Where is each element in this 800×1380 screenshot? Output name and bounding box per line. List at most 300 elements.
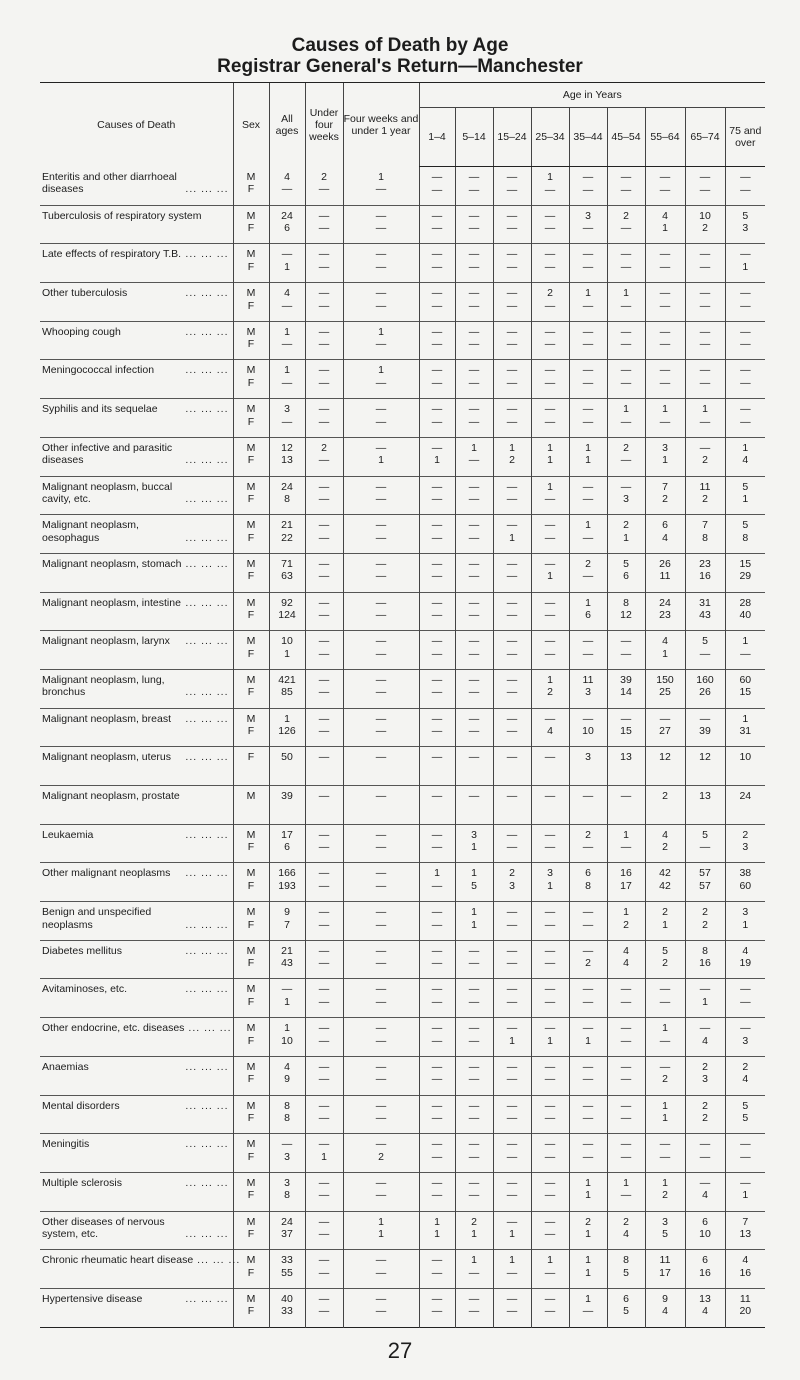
count-value: — <box>318 635 330 648</box>
count-cell <box>343 167 419 206</box>
table-row <box>40 1018 765 1057</box>
count-value: — <box>431 1305 443 1318</box>
count-value: — <box>506 480 518 493</box>
count-value: 4 <box>284 1060 290 1073</box>
count-value: — <box>544 647 556 660</box>
count-cell <box>607 244 645 283</box>
count-cell <box>343 244 419 283</box>
leader-dots: ... ... ... <box>185 183 229 195</box>
count-value: 2 <box>471 1215 477 1228</box>
count-value: 1 <box>585 1176 591 1189</box>
count-value: — <box>659 171 671 183</box>
count-value: — <box>375 1266 387 1279</box>
cause-line: Malignant neoplasm, intestine <box>42 596 181 609</box>
count-value: 1 <box>471 441 477 454</box>
count-value: — <box>582 1150 594 1163</box>
count-value: — <box>375 1112 387 1124</box>
table-row <box>40 592 765 631</box>
sex-value: F <box>247 918 255 931</box>
count-value: — <box>431 983 443 996</box>
count-value: 2 <box>509 454 515 467</box>
count-cell <box>531 1056 569 1095</box>
count-value: — <box>506 635 518 648</box>
count-value: — <box>740 299 751 312</box>
count-value: 1 <box>547 1254 553 1267</box>
count-value: — <box>318 222 330 235</box>
leader-dots: ... ... ... <box>185 1176 229 1189</box>
count-cell <box>685 940 725 979</box>
count-cell <box>455 824 493 863</box>
count-cell <box>569 1018 607 1057</box>
count-value: — <box>318 1266 330 1279</box>
header-age-6: 55–64 <box>645 108 685 167</box>
leader-dots: ... ... ... <box>185 454 229 467</box>
count-value: — <box>468 1034 480 1047</box>
sex-value: M <box>246 828 256 841</box>
count-value: — <box>375 183 387 195</box>
count-value: 43 <box>699 609 711 622</box>
count-value: — <box>468 725 480 738</box>
count-value: — <box>375 1060 387 1073</box>
cause-line: diseases <box>42 183 84 195</box>
count-cell <box>607 1211 645 1250</box>
sex-cell <box>233 360 269 399</box>
count-cell <box>531 476 569 515</box>
table-row <box>40 476 765 515</box>
count-value: — <box>740 183 751 196</box>
count-value: — <box>375 712 387 725</box>
count-cell <box>685 283 725 322</box>
cause-line: system, etc. <box>42 1228 99 1241</box>
count-cell <box>269 437 305 476</box>
count-value: — <box>375 209 387 222</box>
count-value: — <box>506 248 518 261</box>
count-value: 6 <box>662 519 668 532</box>
cause-name <box>40 244 233 283</box>
count-cell <box>569 592 607 631</box>
count-value: 5 <box>742 1112 749 1124</box>
sex-value: M <box>246 1215 256 1228</box>
count-value: 4 <box>623 1228 629 1241</box>
sex-value: F <box>247 841 255 854</box>
count-value: — <box>620 983 632 996</box>
count-cell <box>493 940 531 979</box>
count-cell <box>607 167 645 206</box>
count-cell <box>455 1018 493 1057</box>
count-value: — <box>544 415 556 428</box>
leader-dots: ... ... ... <box>188 1022 232 1035</box>
cause-line: Mental disorders <box>42 1099 120 1112</box>
count-value: 5 <box>662 944 668 957</box>
count-value: — <box>468 995 480 1008</box>
count-value: — <box>506 983 518 996</box>
count-value: 8 <box>284 1189 290 1202</box>
count-value: — <box>468 1292 480 1305</box>
count-value: 2 <box>623 209 629 222</box>
sex-value: F <box>247 751 255 764</box>
count-value: 3 <box>585 209 591 222</box>
table-row <box>40 863 765 902</box>
count-value: — <box>544 519 556 532</box>
count-value: — <box>544 1176 556 1189</box>
count-value: — <box>318 364 330 377</box>
count-cell <box>493 244 531 283</box>
count-value: 10 <box>699 209 711 222</box>
leader-dots: ... ... ... <box>185 944 229 957</box>
count-cell <box>343 515 419 554</box>
cause-name <box>40 747 233 786</box>
count-value: 6 <box>585 867 591 880</box>
count-value: — <box>506 790 518 802</box>
cause-name <box>40 205 233 244</box>
count-value: — <box>375 519 387 532</box>
cause-name <box>40 553 233 592</box>
count-cell <box>455 360 493 399</box>
count-cell <box>645 1134 685 1173</box>
count-cell <box>607 1172 645 1211</box>
count-cell <box>305 553 343 592</box>
count-value: — <box>740 1176 751 1189</box>
count-cell <box>419 437 455 476</box>
count-value: 1 <box>434 454 440 467</box>
count-value: — <box>431 338 443 351</box>
count-value: — <box>582 906 594 919</box>
sex-value: F <box>247 1189 255 1202</box>
count-value: 1 <box>509 1228 515 1241</box>
count-value: 2 <box>547 686 553 699</box>
count-value: 55 <box>281 1266 293 1279</box>
leader-dots: ... ... ... <box>197 1254 241 1267</box>
count-cell <box>531 631 569 670</box>
cause-line: Leukaemia <box>42 828 94 841</box>
count-cell <box>419 592 455 631</box>
count-value: 85 <box>281 686 293 699</box>
count-value: — <box>468 1176 480 1189</box>
count-cell <box>531 902 569 941</box>
count-cell <box>269 1095 305 1134</box>
count-value: — <box>468 171 480 183</box>
count-cell <box>607 205 645 244</box>
sex-value: F <box>247 647 255 660</box>
sex-value: F <box>247 454 255 467</box>
count-value: 12 <box>620 609 632 622</box>
header-age-5: 45–54 <box>607 108 645 167</box>
sex-value: F <box>247 725 255 738</box>
count-cell <box>569 708 607 747</box>
count-cell <box>269 399 305 438</box>
cause-line: Benign and unspecified <box>42 906 152 919</box>
count-value: 10 <box>281 635 293 648</box>
count-value: — <box>620 1138 632 1151</box>
count-cell <box>455 786 493 825</box>
count-cell <box>269 979 305 1018</box>
count-value: — <box>699 171 711 183</box>
count-cell <box>607 631 645 670</box>
count-value: — <box>544 751 556 764</box>
count-value: 16 <box>699 957 711 970</box>
count-cell <box>343 631 419 670</box>
cause-line: Late effects of respiratory T.B. <box>42 248 182 261</box>
count-cell <box>531 1095 569 1134</box>
count-value: — <box>506 364 518 377</box>
count-value: — <box>699 983 711 996</box>
count-value: — <box>318 995 330 1008</box>
count-cell <box>607 476 645 515</box>
sex-cell <box>233 824 269 863</box>
count-cell <box>685 205 725 244</box>
count-cell <box>493 708 531 747</box>
count-value: 10 <box>281 1034 293 1047</box>
cause-name <box>40 863 233 902</box>
sex-value: M <box>246 557 256 570</box>
count-value: 1 <box>662 222 668 235</box>
count-value: 1 <box>742 493 749 505</box>
count-cell <box>725 437 765 476</box>
cause-line: Malignant neoplasm, stomach <box>42 557 182 570</box>
count-cell <box>305 283 343 322</box>
count-value: 1 <box>585 441 591 454</box>
count-value: — <box>431 1150 443 1163</box>
count-value: — <box>582 1099 594 1112</box>
cause-line: cavity, etc. <box>42 493 91 505</box>
count-value: 1 <box>284 260 290 273</box>
count-value: — <box>544 1292 556 1305</box>
count-value: 6 <box>623 1292 629 1305</box>
count-cell <box>725 863 765 902</box>
count-cell <box>419 1056 455 1095</box>
count-cell <box>455 1095 493 1134</box>
count-value: 5 <box>623 557 629 570</box>
count-cell <box>305 824 343 863</box>
count-value: 1 <box>702 995 708 1008</box>
count-value: 2 <box>509 867 515 880</box>
count-cell <box>455 1172 493 1211</box>
count-value: 1 <box>321 1150 327 1163</box>
count-cell <box>305 592 343 631</box>
count-cell <box>419 786 455 825</box>
count-value: — <box>544 906 556 919</box>
count-value: 4 <box>623 957 629 970</box>
cause-name <box>40 437 233 476</box>
count-value: 1 <box>547 441 553 454</box>
count-value: — <box>318 609 330 622</box>
count-value: 24 <box>739 790 752 802</box>
table-row <box>40 1095 765 1134</box>
count-value: — <box>740 415 751 428</box>
count-value: — <box>506 647 518 660</box>
count-value: — <box>375 596 387 609</box>
count-value: 3 <box>742 841 749 854</box>
count-value: — <box>506 686 518 699</box>
count-cell <box>569 786 607 825</box>
count-cell <box>455 553 493 592</box>
count-value: — <box>431 570 443 583</box>
count-value: 5 <box>702 828 708 841</box>
count-value: 421 <box>278 673 296 686</box>
count-cell <box>305 1018 343 1057</box>
count-cell <box>569 244 607 283</box>
cause-line: Diabetes mellitus <box>42 944 122 957</box>
count-value: 11 <box>699 480 711 493</box>
leader-dots: ... ... ... <box>185 1099 229 1112</box>
count-cell <box>531 669 569 708</box>
leader-dots: ... ... ... <box>185 828 229 841</box>
leader-dots: ... ... ... <box>185 1292 229 1305</box>
count-value: — <box>375 557 387 570</box>
leader-dots: ... ... ... <box>185 712 229 725</box>
count-cell <box>569 1134 607 1173</box>
count-value: 1 <box>585 1034 591 1047</box>
count-value: — <box>740 1022 751 1035</box>
count-cell <box>685 1172 725 1211</box>
count-value: — <box>506 1112 518 1124</box>
count-value: 10 <box>582 725 594 738</box>
sex-cell <box>233 669 269 708</box>
sex-cell <box>233 321 269 360</box>
cause-line: Other diseases of nervous <box>42 1215 165 1228</box>
count-value: — <box>582 1305 594 1318</box>
count-value: 4 <box>662 635 668 648</box>
count-cell <box>419 1211 455 1250</box>
count-value: — <box>582 570 594 583</box>
count-cell <box>645 786 685 825</box>
count-value: — <box>431 647 443 660</box>
count-value: 1 <box>471 1254 477 1267</box>
count-value: 9 <box>662 1292 668 1305</box>
sex-value: M <box>246 596 256 609</box>
count-cell <box>493 669 531 708</box>
count-cell <box>305 167 343 206</box>
count-cell <box>725 515 765 554</box>
cause-line: Meningococcal infection <box>42 364 155 377</box>
count-value: 4 <box>702 1305 708 1318</box>
count-value: — <box>375 1138 387 1151</box>
count-cell <box>343 321 419 360</box>
count-cell <box>493 786 531 825</box>
count-value: — <box>375 403 387 416</box>
count-cell <box>493 476 531 515</box>
count-value: 4 <box>662 209 668 222</box>
count-cell <box>725 476 765 515</box>
cause-line: Meningitis <box>42 1138 90 1151</box>
count-value: — <box>468 673 480 686</box>
count-value: — <box>318 403 330 416</box>
count-value: — <box>740 1150 751 1163</box>
count-cell <box>493 592 531 631</box>
count-value: 4 <box>742 454 749 467</box>
count-cell <box>725 786 765 825</box>
count-cell <box>305 1095 343 1134</box>
count-value: 124 <box>278 609 296 622</box>
count-value: — <box>506 1150 518 1163</box>
table-row <box>40 321 765 360</box>
count-value: — <box>431 1060 443 1073</box>
count-value: — <box>544 995 556 1008</box>
count-value: 1 <box>662 1022 668 1035</box>
count-value: 160 <box>696 673 714 686</box>
sex-cell <box>233 515 269 554</box>
count-value: — <box>318 519 330 532</box>
count-value: 2 <box>702 454 708 467</box>
count-value: — <box>468 480 480 493</box>
count-value: — <box>620 1034 632 1047</box>
count-value: — <box>544 299 556 312</box>
count-value: 4 <box>284 287 290 300</box>
count-value: 15 <box>739 557 752 570</box>
count-value: — <box>318 1189 330 1202</box>
table-row <box>40 360 765 399</box>
count-cell <box>645 747 685 786</box>
count-value: 3 <box>702 1073 708 1086</box>
count-cell <box>419 167 455 206</box>
count-value: 63 <box>281 570 293 583</box>
count-value: 2 <box>662 493 668 505</box>
count-value: — <box>431 1292 443 1305</box>
count-value: 1 <box>471 841 477 854</box>
cause-line: bronchus <box>42 686 86 699</box>
count-value: — <box>468 1305 480 1318</box>
count-cell <box>493 1172 531 1211</box>
count-value: 15 <box>620 725 632 738</box>
count-cell <box>493 1288 531 1327</box>
count-value: — <box>659 376 671 389</box>
count-value: — <box>318 325 330 338</box>
count-cell <box>569 940 607 979</box>
count-value: — <box>318 647 330 660</box>
sex-cell <box>233 592 269 631</box>
count-value: — <box>318 260 330 273</box>
count-value: 13 <box>620 751 632 764</box>
sex-cell <box>233 399 269 438</box>
sex-value: M <box>246 1138 256 1151</box>
count-cell <box>531 824 569 863</box>
count-value: — <box>375 1292 387 1305</box>
count-value: 3 <box>509 879 515 892</box>
count-value: 1 <box>378 1228 384 1241</box>
count-value: 1 <box>585 1189 591 1202</box>
count-cell <box>725 979 765 1018</box>
count-cell <box>685 553 725 592</box>
count-value: 60 <box>739 879 752 892</box>
count-cell <box>269 321 305 360</box>
count-value: — <box>506 673 518 686</box>
count-cell <box>305 940 343 979</box>
cause-line: neoplasms <box>42 918 93 931</box>
leader-dots: ... ... ... <box>185 596 229 609</box>
count-value: 166 <box>278 867 296 880</box>
count-value: 4 <box>662 531 668 544</box>
sex-value: M <box>246 441 256 454</box>
count-value: 27 <box>659 725 671 738</box>
count-value: — <box>431 1112 443 1124</box>
count-value: — <box>468 493 480 505</box>
count-value: — <box>318 209 330 222</box>
count-value: — <box>468 403 480 416</box>
count-value: — <box>375 1099 387 1112</box>
count-value: — <box>506 1292 518 1305</box>
count-value: — <box>375 248 387 261</box>
count-cell <box>607 1056 645 1095</box>
count-cell <box>419 669 455 708</box>
count-value: — <box>506 171 518 183</box>
count-cell <box>493 283 531 322</box>
count-value: — <box>659 260 671 273</box>
count-value: — <box>582 1060 594 1073</box>
count-value: — <box>506 1266 518 1279</box>
count-cell <box>645 1288 685 1327</box>
count-value: 1 <box>284 647 290 660</box>
count-value: — <box>582 531 594 544</box>
